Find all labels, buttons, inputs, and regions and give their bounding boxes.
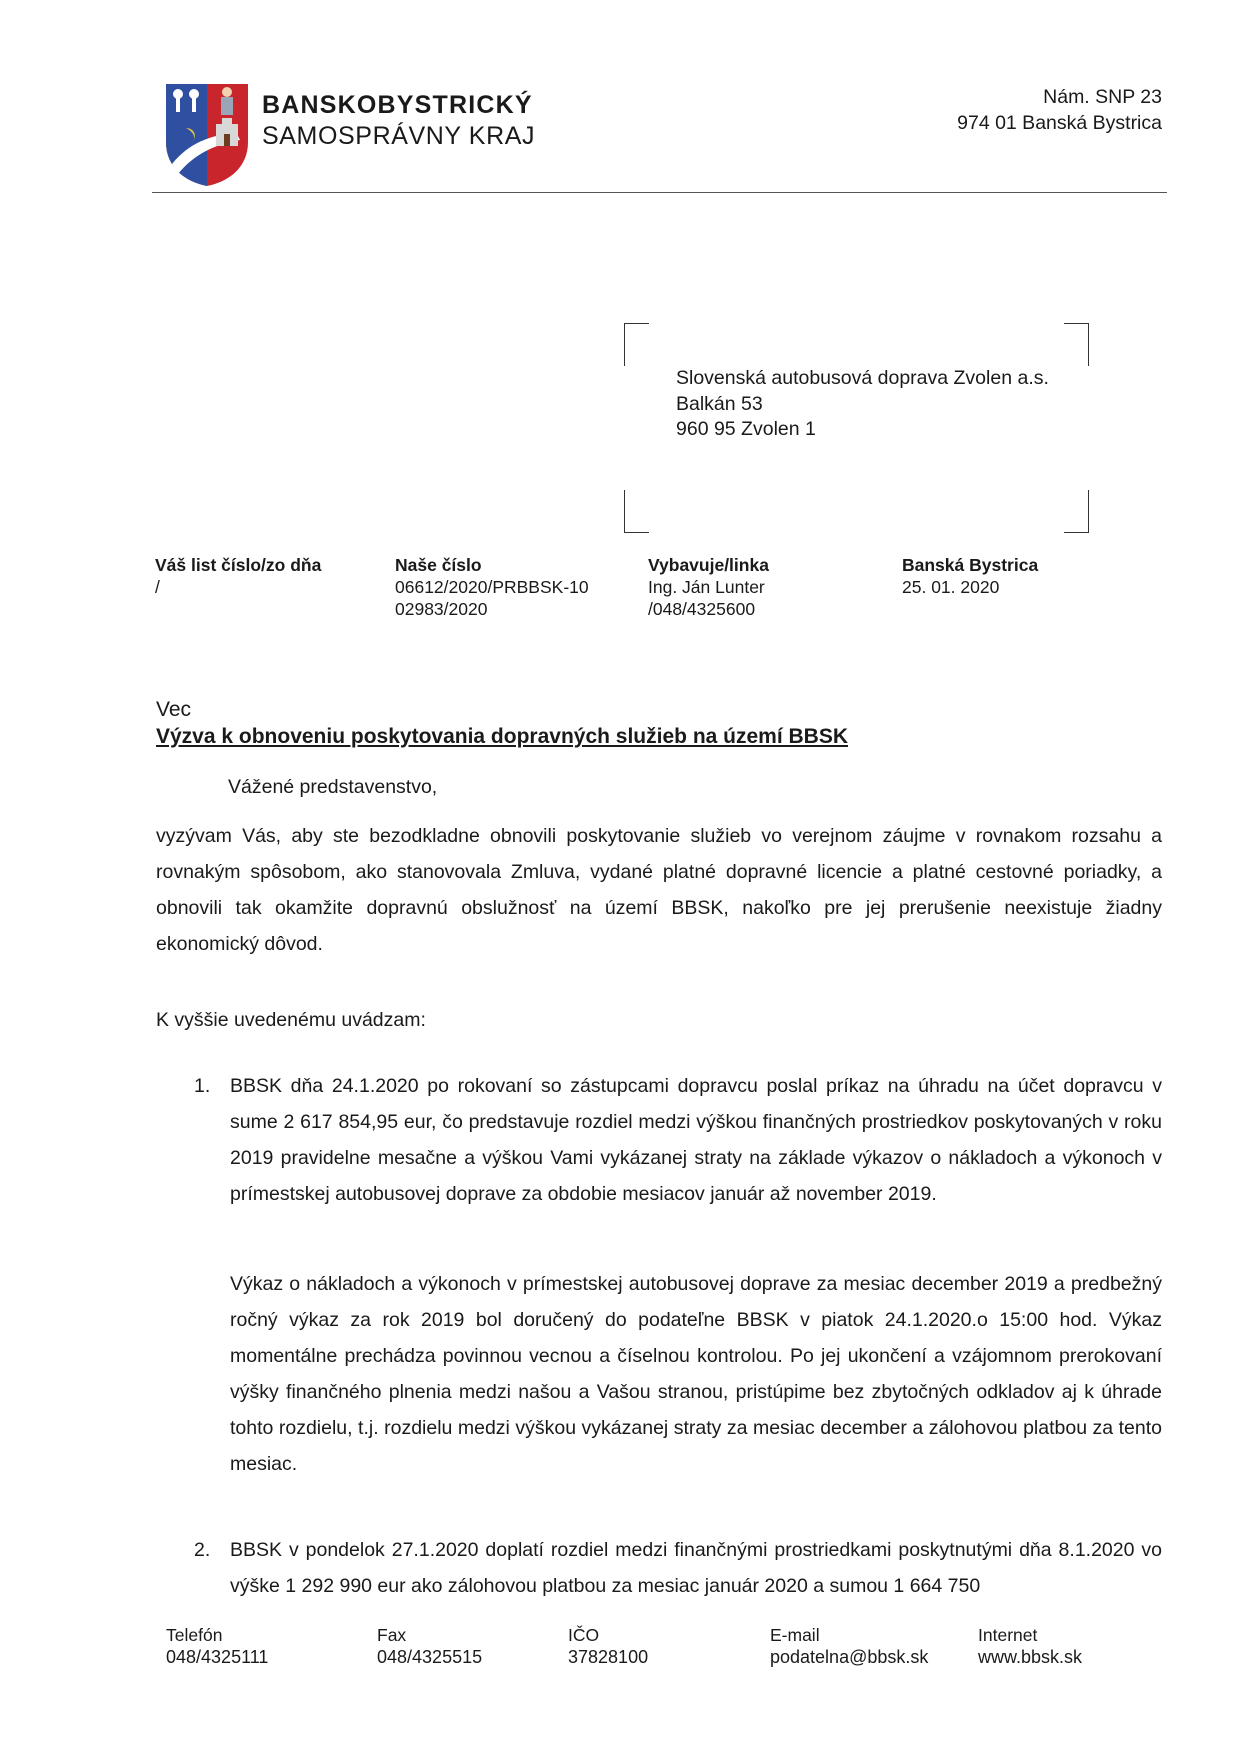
reference-value: 06612/2020/PRBBSK-10 [395,577,589,597]
greeting: Vážené predstavenstvo, [228,776,438,798]
list-item-text: BBSK dňa 24.1.2020 po rokovaní so zástupcami dopravcu poslal príkaz na úhradu na účet dopravcu v sume 2 617 854,95 eur, čo predstavuje rozdiel medzi výškou finančných prostriedkov poskytovaných v roku 2019 pravidelne mesačne a výškou Vami vykázanej straty na základe výkazov o nákladoch a výkonoch v prímestskej autobusovej doprave za obdobie mesiacov január až november 2019. [230,1075,1162,1205]
reference-value: Ing. Ján Lunter [648,577,765,597]
reference-handled-by [648,554,769,620]
org-name-line1: BANSKOBYSTRICKÝ [262,91,533,119]
organization-name [262,90,535,152]
footer-value: 048/4325515 [377,1647,483,1667]
reference-label: Vybavuje/linka [648,555,769,575]
reference-value: / [155,577,160,597]
list-item-number: 2. [194,1539,211,1561]
footer-contacts [0,1624,1240,1680]
footer-label: Internet [978,1625,1038,1645]
footer-label: Fax [377,1625,407,1645]
recipient-name: Slovenská autobusová doprava Zvolen a.s. [676,367,1049,389]
reference-value: 25. 01. 2020 [902,577,1000,597]
coat-of-arms-emblem [166,84,248,186]
address-window-corner-top-right [1064,323,1089,366]
header-address [957,84,1162,136]
footer-phone [166,1624,268,1668]
list-item-number: 1. [194,1075,211,1097]
header-address-line2: 974 01 Banská Bystrica [957,112,1162,134]
footer-value: www.bbsk.sk [978,1647,1083,1667]
footer-label: Telefón [166,1625,223,1645]
footer-value: podatelna@bbsk.sk [770,1647,929,1667]
footer-label: E-mail [770,1625,820,1645]
subject-label: Vec [156,698,192,721]
address-window-corner-bottom-left [624,490,649,533]
recipient-street: Balkán 53 [676,392,763,415]
reference-label: Naše číslo [395,555,482,575]
lead-paragraph: K vyššie uvedenému uvádzam: [156,1009,426,1031]
reference-label: Banská Bystrica [902,555,1039,575]
footer-ico [568,1624,648,1668]
reference-label: Váš list číslo/zo dňa [155,555,322,575]
recipient-address [676,366,1049,443]
footer-label: IČO [568,1625,600,1645]
footer-email [770,1624,928,1668]
footer-value: 37828100 [568,1647,649,1667]
footer-fax [377,1624,482,1668]
footer-website [978,1624,1082,1668]
reference-value: 02983/2020 [395,599,488,619]
subject-title: Výzva k obnoveniu poskytovania dopravných služieb na území BBSK [156,725,849,748]
header-address-line1: Nám. SNP 23 [1043,86,1162,108]
footer-value: 048/4325111 [166,1647,269,1667]
intro-paragraph: vyzývam Vás, aby ste bezodkladne obnovili poskytovanie služieb vo verejnom záujme v rovnakom rozsahu a rovnakým spôsobom, ako stanovovala Zmluva, vydané platné dopravné licencie a platné cestovné poriadky, a obnovili tak okamžite dopravnú obslužnosť na území BBSK, nakoľko pre jej prerušenie neexistuje žiadny ekonomický dôvod. [156,825,1162,955]
list-item-text: BBSK v pondelok 27.1.2020 doplatí rozdiel medzi finančnými prostriedkami poskytnutými dňa 8.1.2020 vo výške 1 292 990 eur ako zálohovou platbou za mesiac január 2020 a sumou 1 664 750 [230,1539,1162,1597]
reference-value: /048/4325600 [648,599,756,619]
reference-our-number [395,554,589,620]
address-window-corner-top-left [624,323,649,366]
header-divider [152,192,1167,193]
org-name-line2: SAMOSPRÁVNY KRAJ [262,122,536,150]
reference-your-letter [155,554,321,598]
address-window-corner-bottom-right [1064,490,1089,533]
list-item-subtext: Výkaz o nákladoch a výkonoch v prímestskej autobusovej doprave za mesiac december 2019 a predbežný ročný výkaz za rok 2019 bol doručený do podateľne BBSK v piatok 24.1.2020.o 15:00 hod. Výkaz momentálne prechádza povinnou vecnou a číselnou kontrolou. Po jej ukončení a vzájomnom prerokovaní výšky finančného plnenia medzi našou a Vašou stranou, pristúpime bez zbytočných odkladov aj k úhrade tohto rozdielu, t.j. rozdielu medzi výškou vykázanej straty za mesiac december a zálohovou platbou za tento mesiac. [230,1273,1162,1475]
recipient-city: 960 95 Zvolen 1 [676,418,816,440]
reference-place-date [902,554,1038,598]
